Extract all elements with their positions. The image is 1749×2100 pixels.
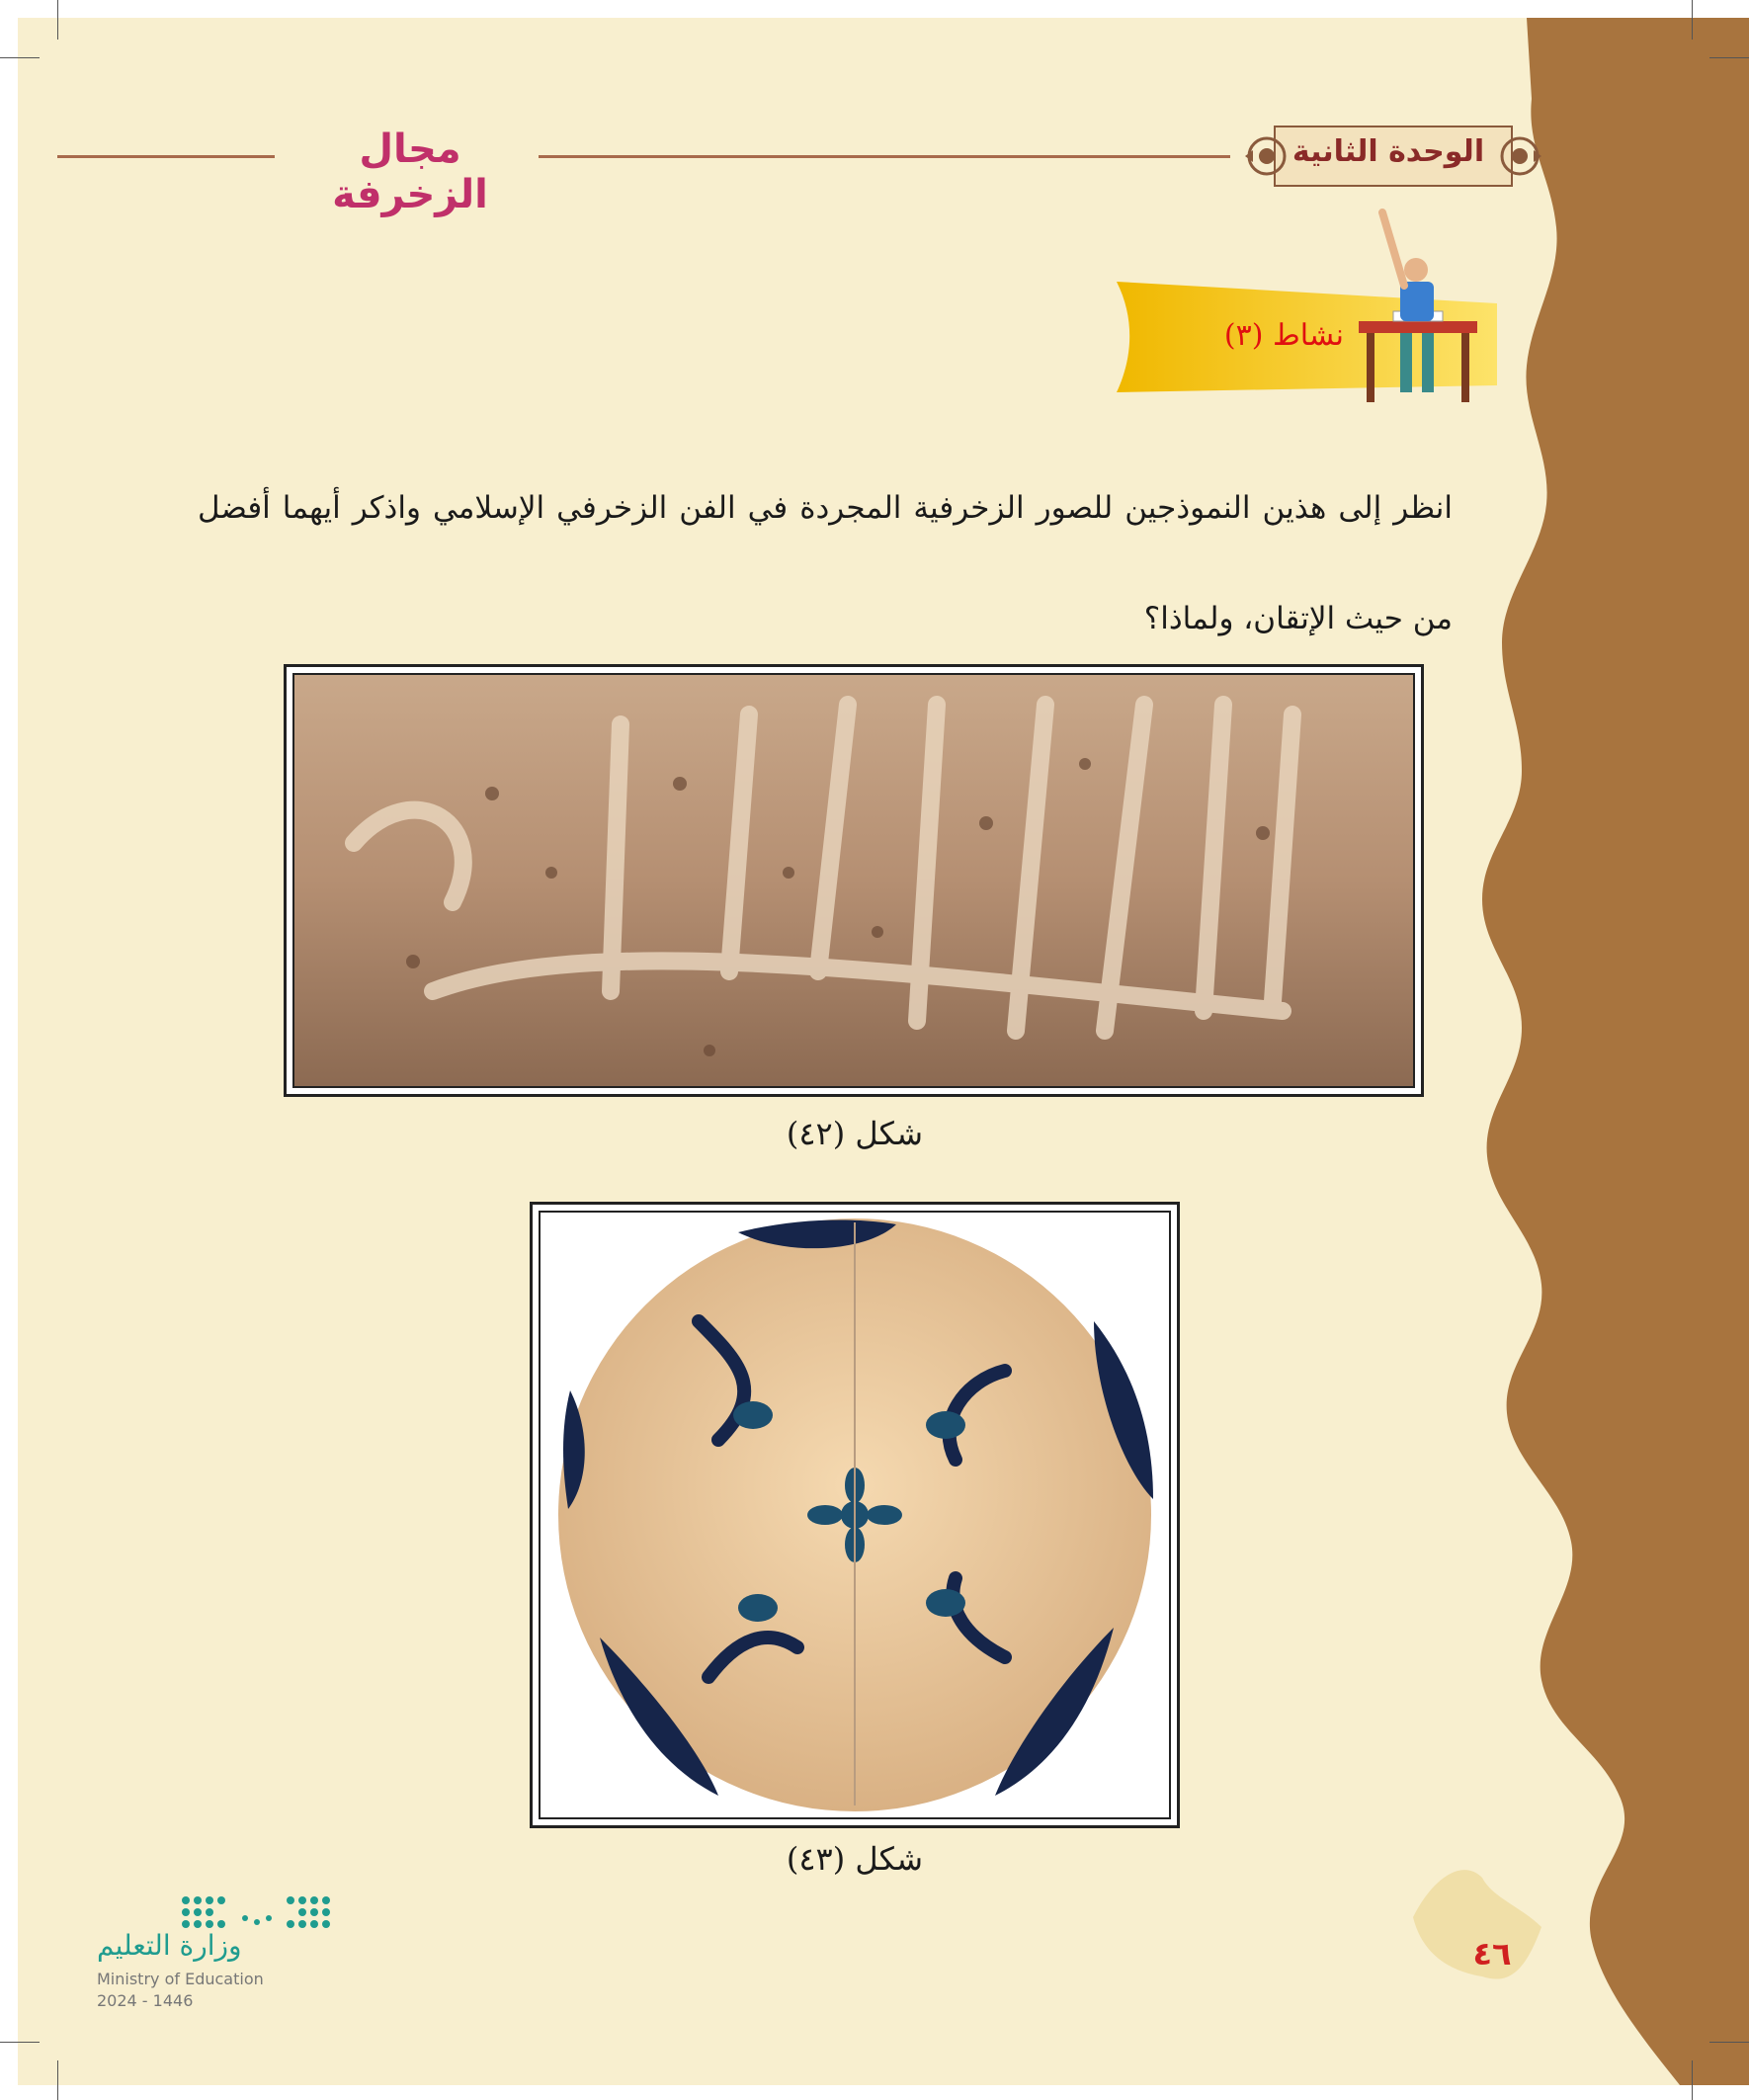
- figure-42-caption: شكل (٤٢): [786, 1115, 924, 1152]
- crop-mark: [57, 2060, 58, 2100]
- ministry-name-arabic: وزارة التعليم: [97, 1929, 242, 1962]
- crop-mark: [0, 57, 40, 58]
- header-rule-left: [57, 155, 275, 158]
- figure-42-frame: [284, 664, 1424, 1097]
- activity-label: نشاط (٣): [1223, 318, 1344, 353]
- figure-42-image: [292, 673, 1415, 1088]
- crop-mark: [57, 0, 58, 40]
- figure-43-frame: [530, 1202, 1180, 1828]
- crop-mark: [0, 2042, 40, 2043]
- student-raising-hand-icon: [1339, 203, 1497, 405]
- unit-label: الوحدة الثانية: [1291, 134, 1485, 169]
- crop-mark: [1709, 57, 1749, 58]
- section-title: مجال الزخرفة: [332, 126, 488, 217]
- ministry-name-english: Ministry of Education: [97, 1970, 264, 1988]
- crop-mark: [1692, 2060, 1693, 2100]
- edition-year: 2024 - 1446: [97, 1991, 194, 2010]
- page-trim-top: [0, 0, 1749, 18]
- header-rule-middle: [539, 155, 1230, 158]
- page-number: ٤٦: [1472, 1935, 1512, 1973]
- page-trim-bottom: [0, 2085, 1749, 2100]
- page-trim-left: [0, 0, 18, 2100]
- crop-mark: [1692, 0, 1693, 40]
- activity-question: انظر إلى هذين النموذجين للصور الزخرفية المجردة في الفن الزخرفي الإسلامي واذكر أيهما أفضل من حيث الإتقان، ولماذا؟: [198, 490, 1453, 636]
- figure-43-image: [539, 1211, 1171, 1819]
- crop-mark: [1709, 2042, 1749, 2043]
- figure-43-caption: شكل (٤٣): [786, 1840, 924, 1878]
